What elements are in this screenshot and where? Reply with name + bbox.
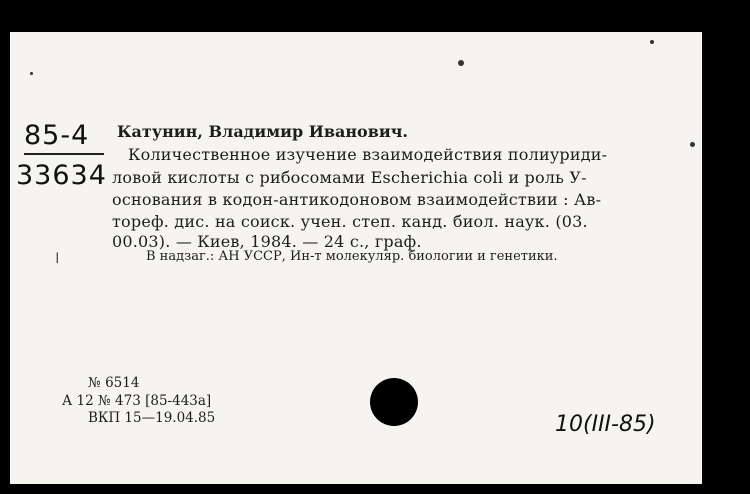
acquisition-number: № 6514 — [88, 375, 140, 391]
catalog-card — [10, 32, 702, 484]
scan-border — [702, 32, 750, 494]
acquisition-vkp: ВКП 15—19.04.85 — [88, 410, 216, 426]
call-number-top: 85-4 — [24, 120, 90, 151]
title-line: основания в кодон-антикодоновом взаимодействии : Ав- — [112, 190, 602, 209]
ink-speck — [30, 72, 33, 75]
handwritten-date: 10(III-85) — [555, 412, 656, 437]
call-number-divider — [24, 153, 104, 155]
institution-note: В надзаг.: АН УССР, Ин-т молекуляр. биологии и генетики. — [146, 249, 558, 264]
call-number-bottom: 33634 — [16, 160, 107, 191]
title-line: тореф. дис. на соиск. учен. степ. канд. биол. наук. (03. — [112, 212, 588, 231]
acquisition-order: А 12 № 473 [85-443а] — [62, 393, 212, 409]
margin-mark: ᛌ — [50, 248, 65, 276]
title-line: 00.03). — Киев, 1984. — 24 с., граф. — [112, 232, 422, 251]
title-line: ловой кислоты с рибосомами Escherichia coli и роль У- — [112, 168, 587, 187]
card-punch-hole — [370, 378, 418, 426]
ink-speck — [458, 60, 464, 66]
ink-speck — [690, 142, 695, 147]
title-line: Количественное изучение взаимодействия полиуриди- — [128, 145, 608, 164]
ink-speck — [650, 40, 654, 44]
author-heading: Катунин, Владимир Иванович. — [117, 122, 408, 141]
